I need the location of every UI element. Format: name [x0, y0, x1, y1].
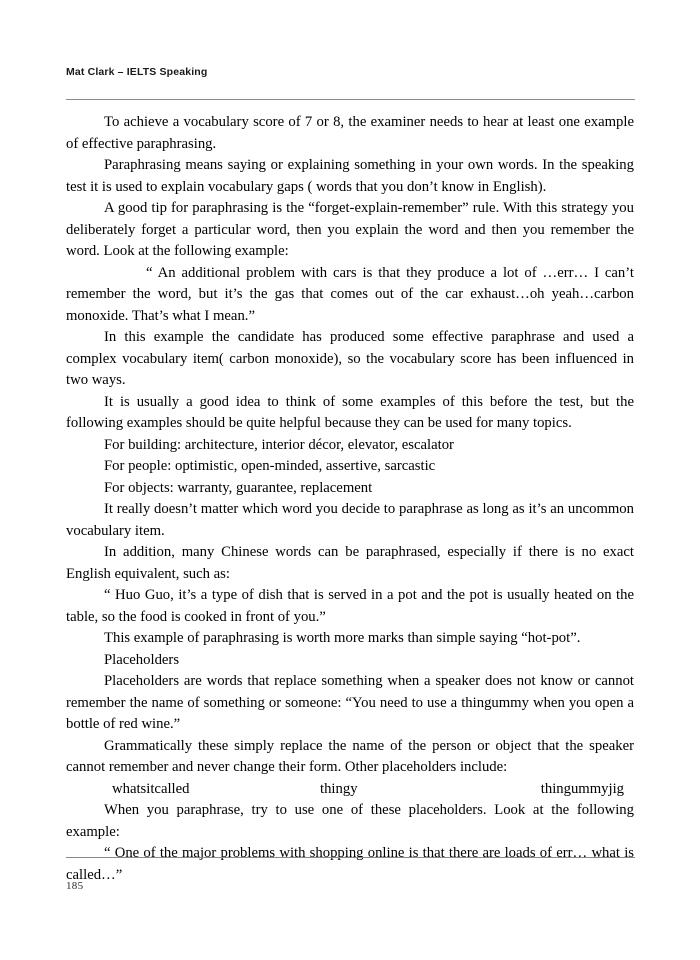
- paragraph-forget-explain-remember: A good tip for paraphrasing is the “forget-explain-remember” rule. With this strategy you deliberately forget a particular word, then you explain the word and then you remember the word. Look at the following example:: [66, 200, 634, 259]
- paragraph-placeholders-definition: Placeholders are words that replace something when a speaker does not know or cannot remember the name of something or someone: “You need to use a thingummy when you open a bottle of red wine.”: [66, 673, 634, 732]
- paragraph-example-shopping-online: “ One of the major problems with shopping online is that there are loads of err… what is called…”: [66, 845, 634, 883]
- paragraph-vocab-score: To achieve a vocabulary score of 7 or 8, the examiner needs to hear at least one example of effective paraphrasing.: [66, 114, 634, 152]
- page-number: 185: [66, 880, 84, 892]
- paragraph-paraphrasing-definition: Paraphrasing means saying or explaining something in your own words. In the speaking test it is used to explain vocabulary gaps ( words that you don’t know in English).: [66, 157, 634, 195]
- list-line-for-people: For people: optimistic, open-minded, assertive, sarcastic: [104, 458, 436, 474]
- paragraph-hotpot-marks: This example of paraphrasing is worth more marks than simple saying “hot-pot”.: [104, 630, 581, 646]
- paragraph-uncommon-item: It really doesn’t matter which word you decide to paraphrase as long as it’s an uncommon vocabulary item.: [66, 501, 634, 539]
- paragraph-example-analysis: In this example the candidate has produced some effective paraphrase and used a complex vocabulary item( carbon monoxide), so the vocabulary score has been influenced in two ways.: [66, 329, 634, 388]
- header-divider-rule: [66, 99, 635, 100]
- paragraph-placeholders-heading: Placeholders: [104, 651, 180, 668]
- placeholder-word-thingy: thingy: [320, 780, 358, 797]
- placeholder-words-row: [66, 779, 634, 801]
- paragraph-placeholders-grammar: Grammatically these simply replace the name of the person or object that the speaker cannot remember and never change their form. Other placeholders include:: [66, 737, 634, 775]
- footer-divider-rule: [66, 857, 635, 858]
- paragraph-chinese-words: In addition, many Chinese words can be paraphrased, especially if there is no exact English equivalent, such as:: [66, 544, 634, 582]
- document-body: [66, 112, 634, 886]
- running-header: Mat Clark – IELTS Speaking: [66, 66, 208, 78]
- paragraph-example-carbon-monoxide: “ An additional problem with cars is that they produce a lot of …err… I can’t remember the word, but it’s the gas that comes out of the car exhaust…oh yeah…carbon monoxide. That’s what I mean.”: [66, 264, 634, 324]
- paragraph-prepare-examples: It is usually a good idea to think of some examples of this before the test, but the following examples should be quite helpful because they can be used for many topics.: [66, 393, 634, 431]
- paragraph-when-you-paraphrase: When you paraphrase, try to use one of these placeholders. Look at the following example:: [66, 802, 634, 840]
- placeholder-word-thingummyjig: thingummyjig: [540, 780, 624, 797]
- placeholder-word-whatsitcalled: whatsitcalled: [112, 780, 190, 797]
- paragraph-example-huo-guo: “ Huo Guo, it’s a type of dish that is served in a pot and the pot is usually heated on the table, so the food is cooked in front of you.”: [66, 587, 634, 625]
- list-line-for-objects: For objects: warranty, guarantee, replacement: [104, 479, 373, 496]
- list-line-for-building: For building: architecture, interior décor, elevator, escalator: [104, 436, 454, 453]
